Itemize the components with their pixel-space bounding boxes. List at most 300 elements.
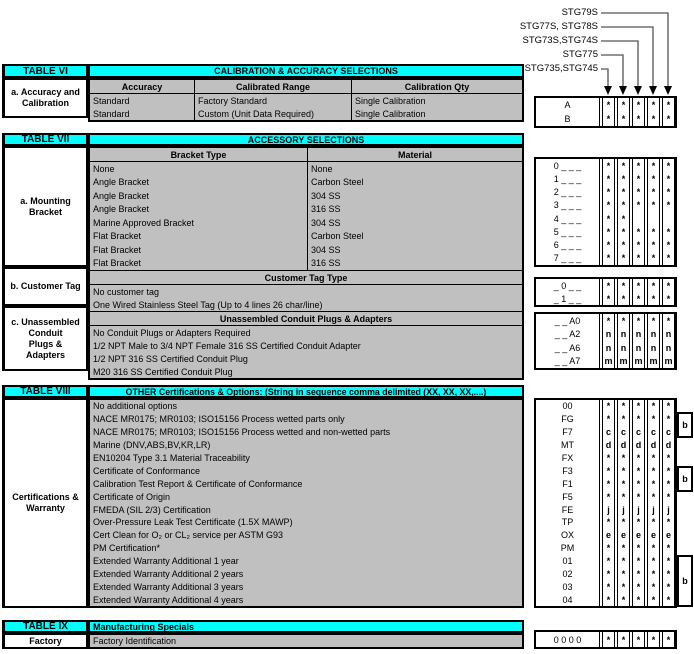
table-vi-rows	[90, 94, 522, 120]
option-code: TP	[536, 516, 600, 529]
availability-mark: *	[602, 159, 615, 172]
availability-mark: *	[662, 452, 675, 465]
table-row: EN10204 Type 3.1 Material Traceability	[90, 452, 522, 465]
code-row	[536, 477, 675, 490]
availability-mark: *	[602, 172, 615, 185]
availability-mark: *	[617, 212, 630, 225]
code-row	[536, 464, 675, 477]
availability-mark: *	[617, 172, 630, 185]
availability-mark: *	[602, 400, 615, 413]
availability-mark: *	[617, 400, 630, 413]
table-row	[90, 162, 522, 176]
availability-mark: *	[617, 292, 630, 305]
availability-mark: *	[632, 555, 645, 568]
table-vi-tag: TABLE VI	[2, 64, 88, 78]
availability-mark: *	[632, 159, 645, 172]
availability-mark: *	[662, 568, 675, 581]
availability-mark: *	[602, 477, 615, 490]
table-row: Calibration Test Report & Certificate of Conformance	[90, 477, 522, 490]
code-row	[536, 542, 675, 555]
availability-mark: *	[602, 464, 615, 477]
availability-mark: *	[617, 477, 630, 490]
availability-mark: *	[602, 239, 615, 252]
availability-mark: *	[632, 199, 645, 212]
availability-mark: *	[602, 314, 615, 328]
column-header: Bracket Type	[90, 148, 308, 161]
section-label-line: Bracket	[28, 206, 63, 217]
availability-mark: *	[647, 413, 660, 426]
option-code: _ _ A0	[536, 314, 600, 328]
table-vii-tag: TABLE VII	[2, 133, 88, 146]
availability-mark: *	[647, 225, 660, 238]
availability-mark: *	[632, 239, 645, 252]
availability-mark: *	[632, 452, 645, 465]
table-row: M20 316 SS Certified Conduit Plug	[90, 365, 522, 378]
code-row	[536, 355, 675, 369]
table-row: No Conduit Plugs or Adapters Required	[90, 326, 522, 339]
availability-mark: d	[602, 439, 615, 452]
cell-bracket-type: Angle Bracket	[90, 176, 308, 190]
availability-mark: *	[602, 580, 615, 593]
availability-mark: *	[602, 555, 615, 568]
option-code: MT	[536, 439, 600, 452]
section-label-line: Warranty	[26, 503, 65, 513]
availability-mark: *	[632, 98, 645, 112]
code-row	[536, 490, 675, 503]
option-code: F1	[536, 477, 600, 490]
availability-mark: n	[617, 341, 630, 355]
table-row	[90, 94, 522, 107]
section-label-line: a. Accuracy and	[11, 87, 80, 97]
availability-mark: e	[662, 529, 675, 542]
availability-mark: *	[647, 292, 660, 305]
option-code: 04	[536, 593, 600, 606]
code-row	[536, 555, 675, 568]
column-header: Calibration Qty	[404, 81, 470, 92]
table-vi-code-box	[534, 96, 677, 128]
cell-accuracy: Standard	[90, 107, 195, 120]
option-code: 3 _ _ _	[536, 199, 600, 212]
cell-material: 304 SS	[311, 190, 341, 201]
availability-mark: *	[632, 490, 645, 503]
option-code: 00	[536, 400, 600, 413]
table-vi-column-headers	[90, 80, 522, 94]
availability-mark: *	[662, 477, 675, 490]
code-row	[536, 452, 675, 465]
availability-mark: *	[602, 292, 615, 305]
availability-mark: *	[602, 252, 615, 265]
code-row	[536, 212, 675, 225]
code-row	[536, 186, 675, 199]
availability-mark: j	[647, 503, 660, 516]
column-header: Calibrated Range	[195, 80, 352, 93]
option-code: 6 _ _ _	[536, 239, 600, 252]
availability-mark: *	[632, 580, 645, 593]
availability-mark: n	[632, 341, 645, 355]
availability-mark: c	[662, 426, 675, 439]
table-vii-title: ACCESSORY SELECTIONS	[88, 133, 524, 146]
table-vi-title: CALIBRATION & ACCURACY SELECTIONS	[88, 64, 524, 78]
table-row: No additional options	[90, 400, 522, 413]
availability-mark: *	[617, 252, 630, 265]
availability-mark: *	[647, 239, 660, 252]
table-ix-code-box	[534, 630, 677, 649]
availability-mark: *	[647, 464, 660, 477]
availability-mark: *	[662, 314, 675, 328]
availability-mark: *	[617, 464, 630, 477]
availability-mark: *	[617, 159, 630, 172]
availability-mark: *	[632, 542, 645, 555]
code-row	[536, 632, 675, 647]
code-row	[536, 503, 675, 516]
option-code: FX	[536, 452, 600, 465]
availability-mark: j	[617, 503, 630, 516]
table-row: No customer tag	[90, 285, 522, 298]
availability-mark: *	[647, 555, 660, 568]
availability-mark: *	[617, 239, 630, 252]
option-code: 0 0 0 0	[536, 632, 600, 647]
table-row	[90, 257, 522, 271]
table-ix-tag: TABLE IX	[2, 620, 88, 633]
option-code: _ _ A6	[536, 341, 600, 355]
table-row: Extended Warranty Additional 2 years	[90, 568, 522, 581]
section-label-line: Certifications &	[12, 492, 79, 502]
table-row: PM Certification*	[90, 542, 522, 555]
availability-mark: e	[602, 529, 615, 542]
section-label-line: Conduit	[28, 327, 63, 338]
code-row	[536, 400, 675, 413]
code-row	[536, 529, 675, 542]
table-row: Factory Identification	[90, 635, 522, 647]
availability-mark: *	[662, 464, 675, 477]
availability-mark: *	[632, 464, 645, 477]
cell-calibration-qty: Single Calibration	[355, 95, 426, 106]
cell-material: 304 SS	[311, 217, 341, 228]
availability-mark: *	[617, 314, 630, 328]
code-row	[536, 439, 675, 452]
availability-mark: *	[647, 186, 660, 199]
availability-mark: *	[647, 279, 660, 292]
option-code: 2 _ _ _	[536, 186, 600, 199]
availability-mark: j	[662, 503, 675, 516]
availability-mark: *	[617, 112, 630, 126]
section-label-line: Adapters	[25, 349, 65, 360]
availability-mark: j	[602, 503, 615, 516]
availability-mark: m	[662, 355, 675, 369]
availability-mark: *	[662, 239, 675, 252]
availability-mark: *	[617, 199, 630, 212]
availability-mark: *	[617, 593, 630, 606]
table-row: Extended Warranty Additional 3 years	[90, 580, 522, 593]
table-viii-content	[88, 398, 524, 608]
code-row	[536, 516, 675, 529]
section-customer-tag-label	[2, 267, 88, 306]
availability-mark: *	[647, 252, 660, 265]
table-vii-column-headers	[90, 148, 522, 162]
availability-mark: *	[632, 568, 645, 581]
customer-tag-code-box	[534, 277, 677, 307]
section-label-line: Calibration	[21, 98, 69, 108]
code-row	[536, 98, 675, 112]
availability-mark: *	[602, 632, 615, 647]
table-row: 1/2 NPT 316 SS Certified Conduit Plug	[90, 352, 522, 365]
availability-mark: *	[632, 593, 645, 606]
availability-mark: *	[617, 632, 630, 647]
availability-mark: *	[647, 112, 660, 126]
code-row	[536, 580, 675, 593]
option-code: _ 0 _ _	[536, 279, 600, 292]
cell-bracket-type: Flat Bracket	[90, 243, 308, 257]
option-code: _ _ A7	[536, 355, 600, 369]
cell-bracket-type: Flat Bracket	[90, 257, 308, 271]
availability-mark: *	[647, 98, 660, 112]
table-viii-code-box	[534, 398, 677, 608]
availability-mark: m	[647, 355, 660, 369]
availability-mark: c	[602, 426, 615, 439]
availability-mark: *	[647, 400, 660, 413]
code-row	[536, 112, 675, 126]
availability-mark: d	[647, 439, 660, 452]
availability-mark: d	[632, 439, 645, 452]
availability-mark: d	[662, 439, 675, 452]
option-code: FE	[536, 503, 600, 516]
availability-mark: *	[632, 413, 645, 426]
cell-accuracy: Standard	[90, 94, 195, 107]
availability-mark: *	[602, 542, 615, 555]
code-row	[536, 292, 675, 305]
availability-mark: *	[617, 490, 630, 503]
availability-mark: *	[617, 279, 630, 292]
cell-bracket-type: Angle Bracket	[90, 203, 308, 217]
availability-mark: *	[662, 199, 675, 212]
bracket-code-box	[534, 157, 677, 267]
availability-mark: *	[662, 279, 675, 292]
table-vi-content	[88, 78, 524, 122]
table-row: Extended Warranty Additional 1 year	[90, 555, 522, 568]
availability-mark: *	[632, 279, 645, 292]
availability-mark: *	[662, 516, 675, 529]
arrowhead-icon	[604, 86, 672, 95]
availability-mark: *	[647, 490, 660, 503]
column-header: Accuracy	[90, 80, 195, 93]
availability-mark: *	[602, 199, 615, 212]
customer-tag-rows	[90, 285, 522, 311]
option-code: 01	[536, 555, 600, 568]
option-code: _ 1 _ _	[536, 292, 600, 305]
availability-mark: j	[632, 503, 645, 516]
availability-mark: *	[662, 542, 675, 555]
availability-mark: e	[647, 529, 660, 542]
availability-mark: *	[647, 516, 660, 529]
option-code: F5	[536, 490, 600, 503]
section-mounting-bracket-label	[2, 146, 88, 267]
availability-mark: *	[647, 314, 660, 328]
table-row	[90, 243, 522, 257]
section-label-line: Plugs &	[28, 338, 63, 349]
availability-mark: *	[617, 98, 630, 112]
availability-mark: *	[602, 279, 615, 292]
availability-mark: *	[662, 186, 675, 199]
section-label-line: b. Customer Tag	[10, 281, 81, 291]
code-row	[536, 252, 675, 265]
code-row	[536, 279, 675, 292]
option-code: OX	[536, 529, 600, 542]
availability-mark: *	[662, 555, 675, 568]
table-vii-content	[88, 146, 524, 380]
availability-mark: *	[647, 159, 660, 172]
availability-mark: *	[617, 568, 630, 581]
availability-mark: *	[602, 112, 615, 126]
availability-mark: *	[632, 477, 645, 490]
cell-material: Carbon Steel	[311, 231, 364, 242]
availability-mark: *	[602, 212, 615, 225]
table-row	[90, 216, 522, 230]
model-label-stg735-stg745: STG735,STG745	[524, 63, 598, 74]
table-row	[90, 203, 522, 217]
option-code: B	[536, 112, 600, 126]
availability-mark: *	[647, 593, 660, 606]
cell-bracket-type: Marine Approved Bracket	[90, 216, 308, 230]
availability-mark: n	[602, 341, 615, 355]
availability-mark: *	[647, 542, 660, 555]
cell-material: 316 SS	[311, 204, 341, 215]
option-code: F3	[536, 464, 600, 477]
section-label-line: Factory	[29, 635, 62, 646]
availability-mark: *	[662, 593, 675, 606]
availability-mark: *	[602, 225, 615, 238]
availability-mark: *	[617, 186, 630, 199]
cell-calibrated-range: Custom (Unit Data Required)	[195, 107, 352, 120]
availability-mark: *	[617, 225, 630, 238]
availability-mark: c	[617, 426, 630, 439]
availability-mark: *	[632, 516, 645, 529]
availability-mark: *	[662, 490, 675, 503]
cell-material: 316 SS	[311, 258, 341, 269]
availability-mark: n	[662, 341, 675, 355]
column-header: Material	[397, 149, 432, 160]
section-conduit-label	[2, 306, 88, 371]
table-row: NACE MR0175; MR0103; ISO15156 Process wetted parts only	[90, 413, 522, 426]
cell-material: 304 SS	[311, 244, 341, 255]
availability-mark: *	[662, 225, 675, 238]
footnote-b-box: b	[677, 555, 693, 607]
model-label-stg79s: STG79S	[561, 7, 598, 18]
section-accuracy-calibration-label	[2, 78, 88, 118]
availability-mark: *	[647, 632, 660, 647]
availability-mark: *	[602, 593, 615, 606]
availability-mark: n	[662, 328, 675, 342]
table-viii-title: OTHER Certifications & Options: (String in sequence comma delimited (XX, XX, XX,....)	[88, 385, 524, 398]
availability-mark: *	[602, 452, 615, 465]
cell-calibrated-range: Factory Standard	[195, 94, 352, 107]
code-row	[536, 239, 675, 252]
option-code: A	[536, 98, 600, 112]
availability-mark: *	[632, 632, 645, 647]
availability-mark: *	[632, 172, 645, 185]
availability-mark: n	[647, 328, 660, 342]
availability-mark: *	[647, 580, 660, 593]
availability-mark: m	[632, 355, 645, 369]
section-factory-label	[2, 633, 88, 649]
table-row: Over-Pressure Leak Test Certificate (1.5X MAWP)	[90, 516, 522, 529]
availability-mark: *	[617, 580, 630, 593]
footnote-b-box: b	[677, 412, 693, 438]
customer-tag-type-header: Customer Tag Type	[90, 270, 522, 285]
availability-mark: *	[602, 490, 615, 503]
cell-material: None	[311, 163, 333, 174]
availability-mark: n	[617, 328, 630, 342]
availability-mark: *	[662, 252, 675, 265]
availability-mark: *	[617, 555, 630, 568]
availability-mark	[632, 212, 645, 225]
code-row	[536, 199, 675, 212]
availability-mark: *	[617, 516, 630, 529]
conduit-plugs-header: Unassembled Conduit Plugs & Adapters	[90, 311, 522, 326]
availability-mark: *	[647, 452, 660, 465]
availability-mark: *	[662, 172, 675, 185]
option-code: PM	[536, 542, 600, 555]
availability-mark: *	[632, 112, 645, 126]
code-row	[536, 568, 675, 581]
availability-mark: *	[662, 580, 675, 593]
code-row	[536, 593, 675, 606]
table-viii-tag: TABLE VIII	[2, 385, 88, 398]
model-label-stg73s-stg74s: STG73S,STG74S	[522, 35, 598, 46]
availability-mark: *	[617, 452, 630, 465]
option-code: 1 _ _ _	[536, 172, 600, 185]
code-row	[536, 328, 675, 342]
availability-mark: *	[632, 225, 645, 238]
cell-bracket-type: Angle Bracket	[90, 189, 308, 203]
code-row	[536, 225, 675, 238]
model-label-stg77s-stg78s: STG77S, STG78S	[519, 21, 598, 32]
availability-mark: *	[662, 159, 675, 172]
availability-mark: *	[647, 172, 660, 185]
section-certifications-warranty-label	[2, 398, 88, 608]
availability-mark: *	[602, 568, 615, 581]
code-row	[536, 172, 675, 185]
code-row	[536, 159, 675, 172]
availability-mark: n	[632, 328, 645, 342]
availability-mark: *	[647, 199, 660, 212]
bracket-rows	[90, 162, 522, 270]
availability-mark: *	[647, 477, 660, 490]
table-row: FMEDA (SIL 2/3) Certification	[90, 503, 522, 516]
availability-mark: *	[662, 292, 675, 305]
availability-mark: *	[602, 98, 615, 112]
table-row: Cert Clean for O₂ or CL₂ service per ASTM G93	[90, 529, 522, 542]
availability-mark: e	[632, 529, 645, 542]
availability-mark: *	[632, 186, 645, 199]
availability-mark: c	[632, 426, 645, 439]
table-row	[90, 230, 522, 244]
availability-mark: *	[647, 568, 660, 581]
table-row	[90, 107, 522, 120]
availability-mark	[662, 212, 675, 225]
availability-mark: m	[617, 355, 630, 369]
code-row	[536, 413, 675, 426]
availability-mark: *	[662, 632, 675, 647]
cell-material: Carbon Steel	[311, 177, 364, 188]
availability-mark: *	[632, 252, 645, 265]
availability-mark: n	[602, 328, 615, 342]
availability-mark: *	[602, 413, 615, 426]
table-row	[90, 176, 522, 190]
option-code: FG	[536, 413, 600, 426]
cell-bracket-type: Flat Bracket	[90, 230, 308, 244]
option-code: 7 _ _ _	[536, 252, 600, 265]
option-code: F7	[536, 426, 600, 439]
